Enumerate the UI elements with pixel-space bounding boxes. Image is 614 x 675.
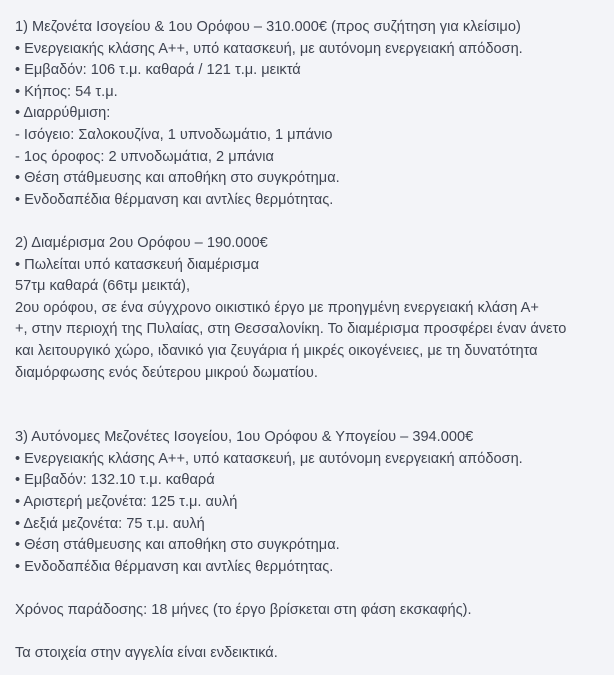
section-title: 2) Διαμέρισμα 2ου Ορόφου – 190.000€	[15, 234, 268, 251]
list-item: - Ισόγειο: Σαλοκουζίνα, 1 υπνοδωμάτιο, 1 μπάνιο	[15, 126, 333, 143]
section-title: 1) Μεζονέτα Ισογείου & 1ου Ορόφου – 310.000€ (προς συζήτηση για κλείσιμο)	[15, 19, 521, 35]
list-item: • Ενεργειακής κλάσης Α++, υπό κατασκευή, με αυτόνομη ενεργειακή απόδοση.	[15, 450, 523, 467]
spacer	[15, 578, 599, 600]
list-item: • Πωλείται υπό κατασκευή διαμέρισμα	[15, 256, 260, 273]
list-item: • Κήπος: 54 τ.μ.	[15, 83, 118, 100]
list-item: • Εμβαδόν: 132.10 τ.μ. καθαρά	[15, 472, 215, 489]
disclaimer: Τα στοιχεία στην αγγελία είναι ενδεικτικά.	[15, 645, 278, 662]
paragraph-line: διαμόρφωσης ενός δεύτερου μικρού δωματίου.	[15, 364, 318, 381]
paragraph-line: +, στην περιοχή της Πυλαίας, στη Θεσσαλονίκη. Το διαμέρισμα προσφέρει έναν άνετο	[15, 321, 567, 338]
section-apartment-second-floor	[15, 233, 599, 384]
list-item: • Εμβαδόν: 106 τ.μ. καθαρά / 121 τ.μ. μεικτά	[15, 62, 301, 79]
list-item: • Θέση στάθμευσης και αποθήκη στο συγκρότημα.	[15, 537, 340, 554]
list-item: • Θέση στάθμευσης και αποθήκη στο συγκρότημα.	[15, 170, 340, 187]
spacer	[15, 622, 599, 644]
spacer	[15, 384, 599, 427]
list-item: • Ενεργειακής κλάσης Α++, υπό κατασκευή, με αυτόνομη ενεργειακή απόδοση.	[15, 40, 523, 57]
paragraph-line: 2ου ορόφου, σε ένα σύγχρονο οικιστικό έργο με προηγμένη ενεργειακή κλάση Α+	[15, 299, 539, 316]
paragraph-line: και λειτουργικό χώρο, ιδανικό για ζευγάρια ή μικρές οικογένειες, με τη δυνατότητα	[15, 342, 538, 359]
list-item: • Ενδοδαπέδια θέρμανση και αντλίες θερμότητας.	[15, 558, 334, 575]
delivery-time: Χρόνος παράδοσης: 18 μήνες (το έργο βρίσκεται στη φάση εκσκαφής).	[15, 602, 472, 619]
list-item: - 1ος όροφος: 2 υπνοδωμάτια, 2 μπάνια	[15, 148, 274, 165]
list-item: • Δεξιά μεζονέτα: 75 τ.μ. αυλή	[15, 515, 205, 532]
section-title: 3) Αυτόνομες Μεζονέτες Ισογείου, 1ου Ορόφου & Υπογείου – 394.000€	[15, 429, 474, 446]
paragraph-line: 57τμ καθαρά (66τμ μεικτά),	[15, 278, 191, 295]
spacer	[15, 211, 599, 233]
list-item: • Αριστερή μεζονέτα: 125 τ.μ. αυλή	[15, 494, 238, 511]
section-detached-maisonettes	[15, 427, 599, 578]
section-maisonette-ground-first	[15, 17, 599, 211]
list-item: • Ενδοδαπέδια θέρμανση και αντλίες θερμότητας.	[15, 191, 334, 208]
list-item: • Διαρρύθμιση:	[15, 105, 111, 122]
